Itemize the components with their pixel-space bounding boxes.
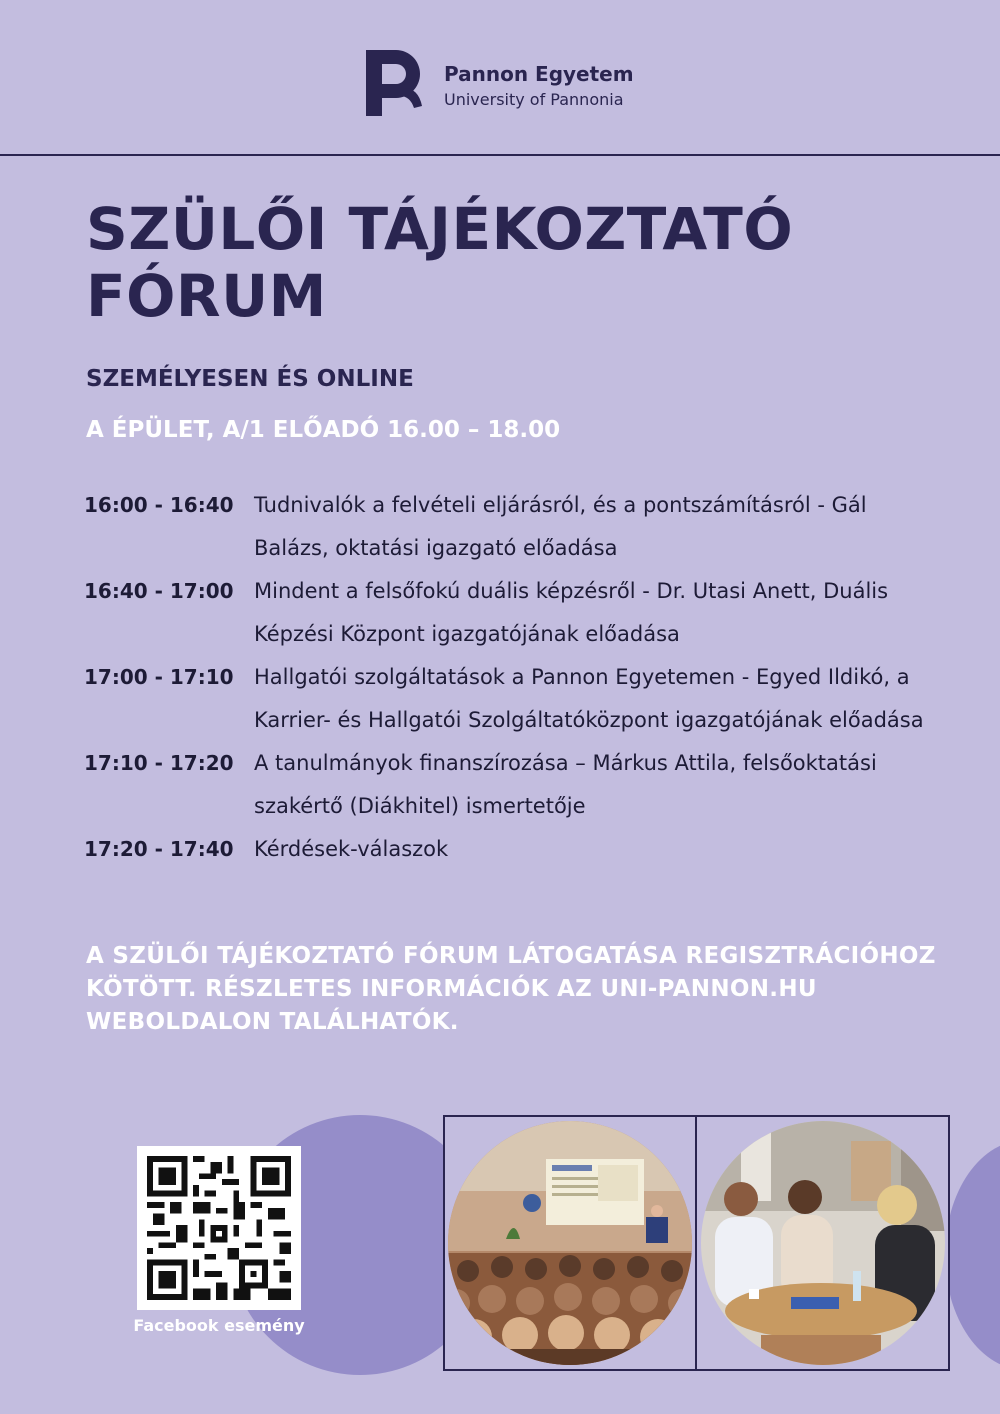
registration-note bbox=[86, 940, 966, 1039]
students-meeting-photo bbox=[701, 1121, 945, 1365]
schedule-list bbox=[84, 484, 944, 871]
schedule-time: 17:00 - 17:10 bbox=[84, 665, 234, 689]
schedule-description bbox=[254, 656, 944, 742]
note-line-3: WEBOLDALON TALÁLHATÓK. bbox=[86, 1009, 459, 1035]
schedule-time: 17:10 - 17:20 bbox=[84, 751, 234, 775]
qr-caption: Facebook esemény bbox=[133, 1316, 305, 1335]
schedule-time: 17:20 - 17:40 bbox=[84, 837, 234, 861]
schedule-topic: Tudnivalók a felvételi eljárásról, és a pontszámításról bbox=[254, 493, 811, 517]
university-logo bbox=[362, 46, 662, 122]
facebook-qr-code[interactable] bbox=[137, 1146, 301, 1310]
schedule-topic: Kérdések-válaszok bbox=[254, 837, 449, 861]
schedule-description bbox=[254, 742, 944, 828]
lecture-hall-photo bbox=[448, 1121, 692, 1365]
pannon-logo-icon bbox=[362, 46, 428, 120]
page-title bbox=[86, 196, 793, 329]
schedule-description bbox=[254, 570, 944, 656]
schedule-detail: - Gál Balázs, oktatási igazgató előadása bbox=[254, 493, 867, 560]
schedule-item bbox=[84, 742, 944, 828]
note-line-1: A SZÜLŐI TÁJÉKOZTATÓ FÓRUM LÁTOGATÁSA REGISZTRÁCIÓHOZ bbox=[86, 943, 936, 969]
schedule-detail: – Márkus Attila, felsőoktatási szakértő (Diákhitel) ismertetője bbox=[254, 751, 877, 818]
schedule-time: 16:40 - 17:00 bbox=[84, 579, 234, 603]
schedule-topic: Hallgatói szolgáltatások a Pannon Egyetemen bbox=[254, 665, 736, 689]
schedule-description bbox=[254, 828, 944, 871]
schedule-topic: A tanulmányok finanszírozása bbox=[254, 751, 569, 775]
schedule-item bbox=[84, 570, 944, 656]
header-divider bbox=[0, 154, 1000, 156]
event-location-time: A ÉPÜLET, A/1 ELŐADÓ 16.00 – 18.00 bbox=[86, 417, 561, 443]
schedule-item bbox=[84, 484, 944, 570]
event-format: SZEMÉLYESEN ÉS ONLINE bbox=[86, 366, 414, 392]
photo-frame bbox=[443, 1115, 950, 1371]
logo-subtitle: University of Pannonia bbox=[444, 90, 624, 109]
note-line-2: KÖTÖTT. RÉSZLETES INFORMÁCIÓK AZ UNI-PANNON.HU bbox=[86, 976, 817, 1002]
logo-name: Pannon Egyetem bbox=[444, 62, 634, 86]
schedule-item bbox=[84, 656, 944, 742]
title-line-1: SZÜLŐI TÁJÉKOZTATÓ bbox=[86, 195, 794, 263]
title-line-2: FÓRUM bbox=[86, 261, 327, 330]
frame-separator bbox=[695, 1117, 697, 1369]
qr-code-icon bbox=[147, 1156, 291, 1300]
schedule-detail: - Dr. Utasi Anett, Duális Képzési Központ igazgatójának előadása bbox=[254, 579, 889, 646]
schedule-topic: Mindent a felsőfokú duális képzésről bbox=[254, 579, 636, 603]
schedule-description bbox=[254, 484, 944, 570]
decorative-circle bbox=[945, 1140, 1000, 1370]
schedule-detail: - Egyed Ildikó, a Karrier- és Hallgatói Szolgáltatóközpont igazgatójának előadása bbox=[254, 665, 924, 732]
schedule-time: 16:00 - 16:40 bbox=[84, 493, 234, 517]
schedule-item bbox=[84, 828, 944, 871]
